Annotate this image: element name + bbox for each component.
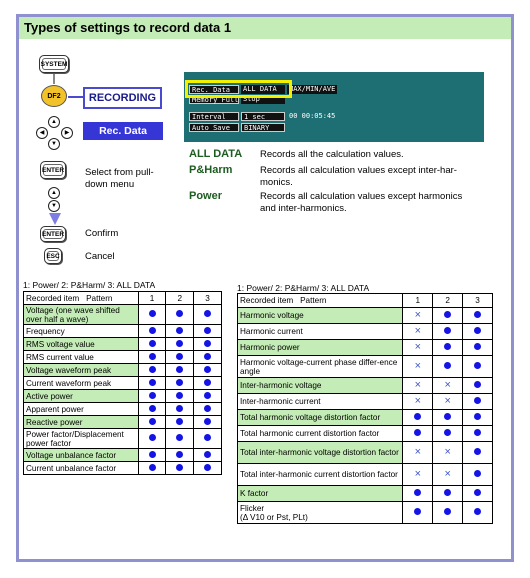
desc-title-all-data: ALL DATA	[189, 148, 243, 160]
excluded-cross-icon	[403, 394, 433, 410]
dot-icon	[444, 327, 451, 334]
dot-icon	[474, 327, 481, 334]
cross-icon: ×	[444, 446, 451, 458]
included-dot-icon	[138, 364, 166, 377]
table-row	[24, 403, 222, 416]
recorded-item-name: Power factor/Displacement power factor	[24, 429, 139, 449]
dot-icon	[176, 310, 183, 317]
dot-icon	[204, 451, 211, 458]
excluded-cross-icon	[403, 464, 433, 486]
connector-line	[53, 74, 55, 84]
recorded-item-name: Apparent power	[24, 403, 139, 416]
included-dot-icon	[403, 502, 433, 524]
right-arrow-key-icon: ▶	[61, 127, 73, 139]
included-dot-icon	[194, 462, 222, 475]
confirm-step-text: Confirm	[85, 228, 119, 239]
included-dot-icon	[463, 356, 493, 378]
excluded-cross-icon	[433, 394, 463, 410]
table-row	[24, 305, 222, 325]
header-col-2: 2	[166, 292, 194, 305]
dot-icon	[149, 434, 156, 441]
included-dot-icon	[194, 325, 222, 338]
table-row	[24, 449, 222, 462]
table-row	[238, 324, 493, 340]
dot-icon	[444, 508, 451, 515]
desc-text-all-data: Records all the calculation values.	[260, 149, 404, 160]
rec-data-label: Rec. Data	[83, 122, 163, 140]
header-col-2: 2	[433, 294, 463, 308]
recorded-item-name: Reactive power	[24, 416, 139, 429]
included-dot-icon	[433, 486, 463, 502]
screen-interval-time: 00 00:05:45	[289, 112, 336, 120]
cross-icon: ×	[444, 468, 451, 480]
included-dot-icon	[138, 305, 166, 325]
dot-icon	[474, 448, 481, 455]
left-recorded-items-table	[23, 291, 222, 475]
table-row	[238, 394, 493, 410]
cross-icon: ×	[414, 395, 422, 407]
included-dot-icon	[463, 378, 493, 394]
panel-title: Types of settings to record data 1	[19, 17, 511, 39]
dot-icon	[474, 489, 481, 496]
dot-icon	[474, 343, 481, 350]
left-arrow-key-icon: ◀	[36, 127, 48, 139]
recorded-item-name: Active power	[24, 390, 139, 403]
table-row	[238, 502, 493, 524]
dot-icon	[176, 418, 183, 425]
dot-icon	[444, 343, 451, 350]
table-row	[24, 338, 222, 351]
dot-icon	[176, 327, 183, 334]
included-dot-icon	[166, 377, 194, 390]
included-dot-icon	[166, 416, 194, 429]
enter-key-icon: ENTER	[40, 226, 66, 242]
dot-icon	[149, 464, 156, 471]
recorded-item-name: Voltage waveform peak	[24, 364, 139, 377]
dot-icon	[204, 366, 211, 373]
recording-label: RECORDING	[83, 87, 162, 109]
screen-auto-save-label: Auto Save	[189, 123, 239, 132]
included-dot-icon	[463, 426, 493, 442]
table-header-row	[238, 294, 493, 308]
dot-icon	[444, 311, 451, 318]
recorded-item-name: Total harmonic current distortion factor	[238, 426, 403, 442]
highlight-box	[185, 80, 292, 98]
dot-icon	[414, 489, 421, 496]
included-dot-icon	[138, 462, 166, 475]
dot-icon	[204, 327, 211, 334]
dot-icon	[204, 434, 211, 441]
dot-icon	[176, 405, 183, 412]
table-row	[24, 462, 222, 475]
dot-icon	[444, 362, 451, 369]
included-dot-icon	[166, 305, 194, 325]
desc-title-pharm: P&Harm	[189, 164, 233, 176]
included-dot-icon	[463, 502, 493, 524]
cross-icon: ×	[444, 379, 451, 391]
cross-icon: ×	[414, 360, 422, 372]
included-dot-icon	[463, 442, 493, 464]
screen-rec-data-value: ALL DATA	[241, 85, 285, 94]
dot-icon	[204, 379, 211, 386]
recorded-item-name: Harmonic voltage	[238, 308, 403, 324]
excluded-cross-icon	[403, 340, 433, 356]
recorded-item-name: Current unbalance factor	[24, 462, 139, 475]
table-row	[238, 410, 493, 426]
excluded-cross-icon	[433, 464, 463, 486]
table-row	[24, 351, 222, 364]
dot-icon	[176, 366, 183, 373]
recorded-item-name: Total inter-harmonic voltage distortion factor	[238, 442, 403, 464]
table-header-row	[24, 292, 222, 305]
included-dot-icon	[433, 410, 463, 426]
included-dot-icon	[194, 429, 222, 449]
included-dot-icon	[194, 449, 222, 462]
included-dot-icon	[463, 308, 493, 324]
screen-interval-value: 1 sec	[241, 112, 285, 121]
down-arrow-key-icon: ▼	[48, 138, 60, 150]
right-recorded-items-table	[237, 293, 493, 524]
dot-icon	[474, 381, 481, 388]
dot-icon	[414, 429, 421, 436]
included-dot-icon	[194, 377, 222, 390]
recorded-item-name: RMS current value	[24, 351, 139, 364]
up-arrow-key-icon: ▲	[48, 116, 60, 128]
dot-icon	[414, 508, 421, 515]
included-dot-icon	[433, 426, 463, 442]
included-dot-icon	[194, 351, 222, 364]
table-row	[24, 325, 222, 338]
table-row	[238, 378, 493, 394]
included-dot-icon	[433, 340, 463, 356]
included-dot-icon	[194, 390, 222, 403]
recorded-item-name: Inter-harmonic current	[238, 394, 403, 410]
recorded-item-name: Harmonic power	[238, 340, 403, 356]
dot-icon	[204, 392, 211, 399]
screen-option: MAX/MIN/AVE	[289, 85, 336, 93]
included-dot-icon	[194, 416, 222, 429]
dot-icon	[149, 366, 156, 373]
included-dot-icon	[138, 390, 166, 403]
cross-icon: ×	[444, 395, 451, 407]
excluded-cross-icon	[403, 356, 433, 378]
table-row	[238, 356, 493, 378]
cross-icon: ×	[414, 325, 422, 337]
included-dot-icon	[194, 338, 222, 351]
dot-icon	[176, 379, 183, 386]
system-key-icon: SYSTEM	[39, 55, 69, 73]
dot-icon	[474, 470, 481, 477]
excluded-cross-icon	[433, 442, 463, 464]
cross-icon: ×	[414, 446, 422, 458]
included-dot-icon	[138, 351, 166, 364]
dot-icon	[149, 340, 156, 347]
dot-icon	[474, 397, 481, 404]
recorded-item-name: Voltage unbalance factor	[24, 449, 139, 462]
included-dot-icon	[463, 340, 493, 356]
cross-icon: ×	[414, 341, 422, 353]
header-item: Recorded item Pattern	[238, 294, 403, 308]
recorded-item-name: Frequency	[24, 325, 139, 338]
dot-icon	[474, 429, 481, 436]
desc-text-pharm: Records all calculation values except inter-har- monics.	[260, 165, 457, 188]
included-dot-icon	[463, 464, 493, 486]
dot-icon	[149, 451, 156, 458]
arrow-down-icon	[49, 213, 61, 225]
dot-icon	[149, 353, 156, 360]
included-dot-icon	[433, 324, 463, 340]
included-dot-icon	[138, 377, 166, 390]
recorded-item-name: Total harmonic voltage distortion factor	[238, 410, 403, 426]
included-dot-icon	[166, 325, 194, 338]
included-dot-icon	[194, 305, 222, 325]
table-row	[24, 364, 222, 377]
dot-icon	[149, 327, 156, 334]
recorded-item-name: Harmonic current	[238, 324, 403, 340]
included-dot-icon	[403, 486, 433, 502]
dot-icon	[176, 434, 183, 441]
included-dot-icon	[403, 426, 433, 442]
dot-icon	[176, 392, 183, 399]
select-step-text: Select from pull- down menu	[85, 167, 154, 190]
included-dot-icon	[463, 324, 493, 340]
table-row	[238, 442, 493, 464]
header-col-3: 3	[463, 294, 493, 308]
dot-icon	[474, 508, 481, 515]
dot-icon	[149, 310, 156, 317]
esc-key-icon: ESC	[44, 248, 62, 264]
screen-memory-full-value: Stop	[241, 95, 285, 104]
cancel-step-text: Cancel	[85, 251, 115, 262]
dot-icon	[176, 451, 183, 458]
recorded-item-name: K factor	[238, 486, 403, 502]
recorded-item-name: RMS voltage value	[24, 338, 139, 351]
dot-icon	[474, 362, 481, 369]
desc-text-power: Records all calculation values except harmonics and inter-harmonics.	[260, 191, 463, 214]
dot-icon	[444, 429, 451, 436]
included-dot-icon	[166, 462, 194, 475]
up-arrow-key-icon: ▲	[48, 187, 60, 199]
legend-left: 1: Power/ 2: P&Harm/ 3: ALL DATA	[23, 280, 156, 290]
included-dot-icon	[166, 429, 194, 449]
connector-line	[68, 96, 83, 98]
excluded-cross-icon	[403, 442, 433, 464]
recorded-item-name: Inter-harmonic voltage	[238, 378, 403, 394]
included-dot-icon	[194, 403, 222, 416]
recorded-item-name: Voltage (one wave shifted over half a wave)	[24, 305, 139, 325]
header-item: Recorded item Pattern	[24, 292, 139, 305]
header-col-1: 1	[138, 292, 166, 305]
dot-icon	[204, 340, 211, 347]
header-col-3: 3	[194, 292, 222, 305]
dot-icon	[444, 489, 451, 496]
enter-key-icon: ENTER	[40, 161, 66, 179]
excluded-cross-icon	[403, 324, 433, 340]
included-dot-icon	[138, 449, 166, 462]
dot-icon	[176, 340, 183, 347]
included-dot-icon	[138, 403, 166, 416]
excluded-cross-icon	[403, 378, 433, 394]
included-dot-icon	[138, 416, 166, 429]
down-arrow-key-icon: ▼	[48, 200, 60, 212]
recorded-item-name: Flicker (Δ V10 or Pst, PLt)	[238, 502, 403, 524]
table-row	[238, 464, 493, 486]
recorded-item-name: Harmonic voltage-current phase differ-ence angle	[238, 356, 403, 378]
dot-icon	[149, 418, 156, 425]
included-dot-icon	[463, 410, 493, 426]
dot-icon	[204, 464, 211, 471]
table-row	[238, 340, 493, 356]
cross-icon: ×	[414, 468, 422, 480]
dot-icon	[474, 311, 481, 318]
table-row	[238, 308, 493, 324]
dot-icon	[149, 392, 156, 399]
dot-icon	[176, 353, 183, 360]
table-row	[24, 377, 222, 390]
table-row	[24, 429, 222, 449]
included-dot-icon	[138, 338, 166, 351]
dot-icon	[149, 379, 156, 386]
included-dot-icon	[166, 403, 194, 416]
included-dot-icon	[194, 364, 222, 377]
header-col-1: 1	[403, 294, 433, 308]
dot-icon	[176, 464, 183, 471]
included-dot-icon	[433, 356, 463, 378]
recorded-item-name: Current waveform peak	[24, 377, 139, 390]
dot-icon	[204, 353, 211, 360]
excluded-cross-icon	[403, 308, 433, 324]
dot-icon	[204, 405, 211, 412]
included-dot-icon	[403, 410, 433, 426]
df2-key-icon: DF2	[41, 85, 67, 107]
dot-icon	[149, 405, 156, 412]
included-dot-icon	[166, 390, 194, 403]
included-dot-icon	[463, 394, 493, 410]
included-dot-icon	[463, 486, 493, 502]
included-dot-icon	[138, 429, 166, 449]
legend-right: 1: Power/ 2: P&Harm/ 3: ALL DATA	[237, 283, 370, 293]
included-dot-icon	[433, 502, 463, 524]
included-dot-icon	[166, 338, 194, 351]
table-row	[238, 426, 493, 442]
included-dot-icon	[166, 351, 194, 364]
included-dot-icon	[166, 364, 194, 377]
settings-panel	[16, 14, 514, 562]
screen-interval-label: Interval	[189, 112, 239, 121]
included-dot-icon	[433, 308, 463, 324]
desc-title-power: Power	[189, 190, 223, 202]
dot-icon	[414, 413, 421, 420]
screen-rec-data-label: Rec. Data	[189, 85, 239, 94]
table-row	[24, 390, 222, 403]
excluded-cross-icon	[433, 378, 463, 394]
recorded-item-name: Total inter-harmonic current distortion factor	[238, 464, 403, 486]
dot-icon	[204, 418, 211, 425]
dot-icon	[444, 413, 451, 420]
dot-icon	[474, 413, 481, 420]
table-row	[238, 486, 493, 502]
cross-icon: ×	[414, 379, 422, 391]
screen-auto-save-value: BINARY	[241, 123, 285, 132]
table-row	[24, 416, 222, 429]
screen-memory-full-label: Memory Full	[189, 95, 239, 104]
cross-icon: ×	[414, 309, 422, 321]
dot-icon	[204, 310, 211, 317]
included-dot-icon	[138, 325, 166, 338]
included-dot-icon	[166, 449, 194, 462]
